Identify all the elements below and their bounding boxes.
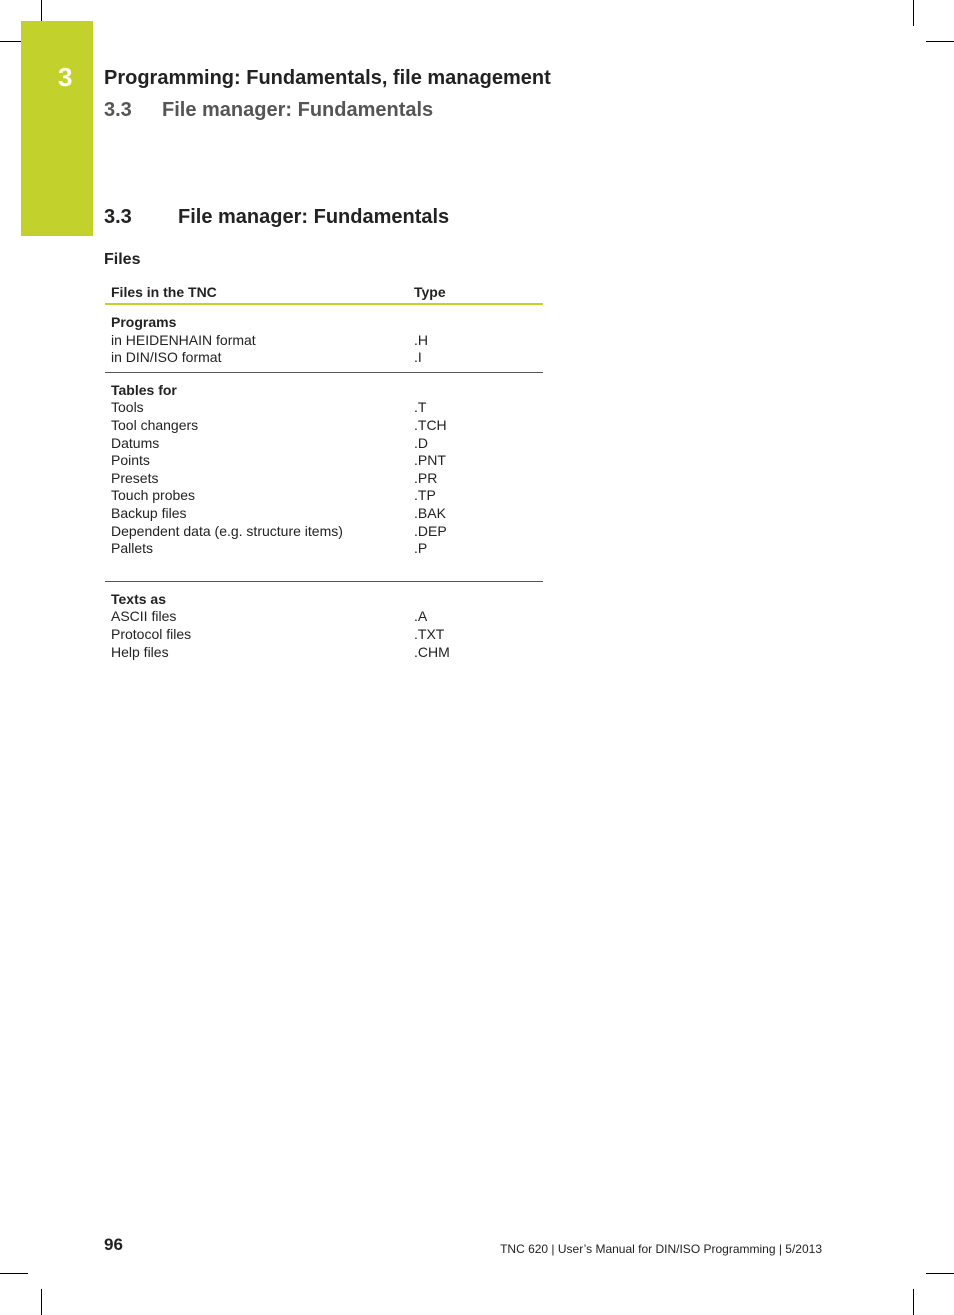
file-name: Protocol files <box>111 625 192 642</box>
footer-text: TNC 620 | User’s Manual for DIN/ISO Programming | 5/2013 <box>500 1242 822 1256</box>
table-row <box>111 349 543 367</box>
page-number: 96 <box>104 1235 123 1254</box>
file-name: ASCII files <box>111 608 177 625</box>
header-files: Files in the TNC <box>111 284 217 300</box>
crop-mark <box>926 1273 954 1274</box>
crop-mark <box>913 1289 914 1315</box>
file-name: Help files <box>111 643 169 660</box>
table-row <box>111 505 543 523</box>
file-type: .PNT <box>414 452 446 469</box>
file-type: .BAK <box>414 504 446 521</box>
file-type: .P <box>414 540 428 557</box>
table-row <box>111 452 543 470</box>
section-number: 3.3 <box>104 206 132 228</box>
file-name: Backup files <box>111 504 187 521</box>
table-row <box>111 523 543 541</box>
file-type: .CHM <box>414 643 450 660</box>
section-heading <box>104 206 449 229</box>
files-heading: Files <box>104 251 141 268</box>
group-title: Programs <box>111 314 177 330</box>
group-texts <box>105 582 543 661</box>
group-tables <box>105 373 543 582</box>
file-name: Touch probes <box>111 487 196 504</box>
table-row <box>111 399 543 417</box>
running-section-title <box>104 99 433 122</box>
file-name: Presets <box>111 469 159 486</box>
section-title: File manager: Fundamentals <box>178 206 450 228</box>
file-name: Tools <box>111 399 144 416</box>
group-title: Tables for <box>111 381 177 398</box>
file-type: .DEP <box>414 522 447 539</box>
crop-mark <box>926 41 954 42</box>
file-name: in DIN/ISO format <box>111 349 222 366</box>
table-row <box>111 332 543 350</box>
file-name: Datums <box>111 434 160 451</box>
crop-mark <box>0 1273 28 1274</box>
group-programs <box>105 305 543 373</box>
running-chapter-title: Programming: Fundamentals, file management <box>104 67 551 89</box>
file-name: Tool changers <box>111 416 199 433</box>
file-name: Points <box>111 452 150 469</box>
table-row <box>111 417 543 435</box>
chapter-tab <box>21 21 93 236</box>
file-type: .TP <box>414 487 436 504</box>
table-row <box>111 470 543 488</box>
table-row <box>111 626 543 644</box>
file-type: .T <box>414 399 427 416</box>
group-title: Texts as <box>111 590 166 607</box>
file-type: .A <box>414 608 428 625</box>
running-section-label: File manager: Fundamentals <box>162 99 434 121</box>
file-name: in HEIDENHAIN format <box>111 331 256 348</box>
file-type: .TCH <box>414 416 447 433</box>
table-row <box>111 435 543 453</box>
table-row <box>111 644 543 662</box>
file-name: Pallets <box>111 540 154 557</box>
file-type: .D <box>414 434 428 451</box>
file-type: .I <box>414 349 422 366</box>
file-type: .TXT <box>414 625 445 642</box>
file-name: Dependent data (e.g. structure items) <box>111 522 343 539</box>
table-row <box>111 540 543 558</box>
running-section-number: 3.3 <box>104 99 132 121</box>
chapter-number: 3 <box>58 62 73 92</box>
crop-mark <box>913 0 914 26</box>
table-header <box>105 282 543 305</box>
table-row <box>111 608 543 626</box>
table-row <box>111 487 543 505</box>
file-type: .PR <box>414 469 438 486</box>
file-types-table <box>105 282 543 661</box>
crop-mark <box>41 1289 42 1315</box>
file-type: .H <box>414 331 428 348</box>
header-type: Type <box>414 284 446 300</box>
